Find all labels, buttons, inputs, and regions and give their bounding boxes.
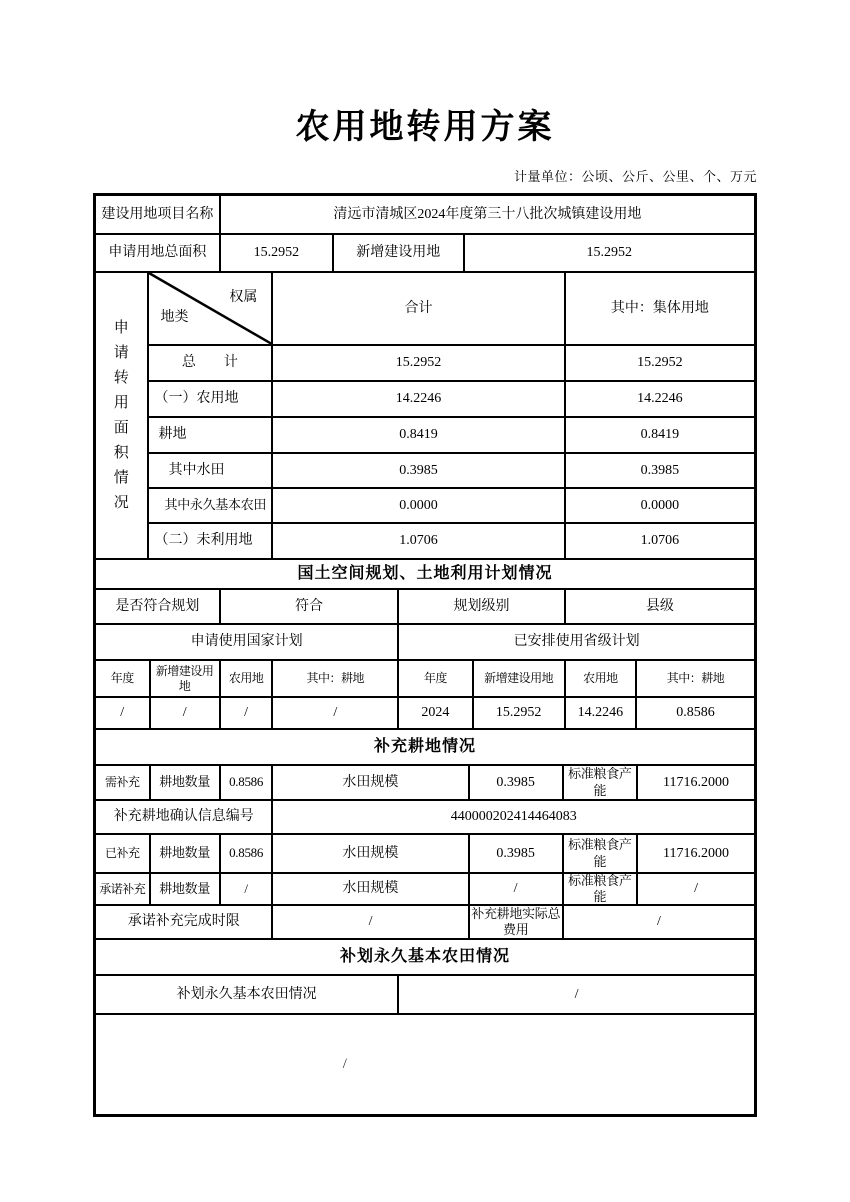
value-year-provincial: 2024 [397,698,471,728]
row-total: 0.3985 [271,454,563,487]
row-name: 耕地 [158,427,187,443]
label-compliance: 是否符合规划 [115,598,200,614]
table-row-permanent-farmland [149,487,755,522]
value-deadline: / [271,906,467,938]
transfer-header-row [149,273,755,344]
header-national-plan: 申请使用国家计划 [190,634,303,650]
row-collective: 0.0000 [564,489,754,522]
label-new-construction: 新增建设用地 [332,235,463,271]
supplement-deadline-row [96,904,754,938]
plan-column-header-row [96,659,754,696]
permanent-status-row [96,974,754,1013]
table-row-paddy [149,452,755,487]
row-total: 14.2246 [271,382,563,416]
permanent-section-title-row [96,938,754,974]
transfer-side-label: 申请转用面积情况 [113,319,129,511]
col-year-provincial: 年度 [397,661,471,696]
row-name: （一）农用地 [154,391,239,407]
value-total-area: 15.2952 [219,235,332,271]
col-new-construction-national: 新增建设用地 [149,661,219,696]
label-project-name: 建设用地项目名称 [101,206,214,222]
value-actual-fee: / [562,906,754,938]
value-project-name: 清远市清城区2024年度第三十八批次城镇建设用地 [219,196,754,233]
table-row-grand-total [149,344,755,380]
value-compliance: 符合 [219,590,397,623]
value-plan-level: 县级 [564,590,754,623]
label-done-paddy: 水田规模 [271,835,467,872]
col-year-national: 年度 [110,671,134,685]
plan-values-row [96,696,754,728]
col-header-total: 合计 [271,273,563,344]
remark-row [96,1013,754,1114]
header-provincial-plan: 已安排使用省级计划 [397,625,754,659]
col-header-collective: 其中：集体用地 [564,273,754,344]
value-new-construction: 15.2952 [463,235,754,271]
value-promise-paddy: / [468,874,562,904]
label-done: 已补充 [104,846,140,860]
table-row-unused [149,522,755,558]
plan-section-title-row [96,558,754,588]
permanent-section-title: 补划永久基本农田情况 [339,948,510,965]
row-collective: 0.8419 [564,418,754,452]
total-area-row [96,233,754,271]
value-year-national: / [120,705,125,721]
value-confirm-number: 440000202414464083 [271,801,754,833]
row-total: 0.0000 [271,489,563,522]
supplement-section-title-row [96,728,754,764]
value-cultivated-provincial: 0.8586 [635,698,754,728]
value-need-paddy: 0.3985 [468,766,562,799]
supplement-section-title: 补充耕地情况 [373,738,476,755]
label-done-grain: 标准粮食产能 [562,835,636,872]
row-total: 1.0706 [271,524,563,558]
label-done-qty: 耕地数量 [149,835,219,872]
table-row-agricultural [149,380,755,416]
table-row-cultivated [149,416,755,452]
value-agricultural-national: / [219,698,272,728]
label-actual-fee: 补充耕地实际总费用 [468,906,562,938]
diag-label-landtype: 地类 [160,310,189,325]
value-need-qty: 0.8586 [219,766,272,799]
value-done-grain: 11716.2000 [636,835,754,872]
transfer-section [96,271,754,558]
supplement-done-row [96,833,754,872]
label-need-qty: 耕地数量 [149,766,219,799]
form-table [93,193,757,1117]
document-sheet [93,0,757,1117]
diagonal-header-cell [149,273,272,344]
diag-label-ownership: 权属 [229,290,258,305]
col-agricultural-provincial: 农用地 [564,661,635,696]
label-need-paddy: 水田规模 [271,766,467,799]
label-plan-level: 规划级别 [397,590,563,623]
label-need-grain: 标准粮食产能 [562,766,636,799]
row-collective: 14.2246 [564,382,754,416]
value-promise-grain: / [636,874,754,904]
value-new-construction-national: / [149,698,219,728]
label-promise: 承诺补充 [99,881,146,896]
supplement-confirm-row [96,799,754,833]
row-collective: 15.2952 [564,346,754,380]
value-need-grain: 11716.2000 [636,766,754,799]
label-promise-grain: 标准粮食产能 [562,874,636,904]
row-name: 总 计 [181,355,238,371]
label-deadline: 承诺补充完成时限 [127,914,240,930]
label-promise-qty: 耕地数量 [149,874,219,904]
label-need: 需补充 [104,775,140,789]
col-cultivated-provincial: 其中：耕地 [635,661,754,696]
transfer-side-cell [96,273,149,558]
value-cultivated-national: / [271,698,397,728]
col-cultivated-national: 其中：耕地 [271,661,397,696]
row-total: 0.8419 [271,418,563,452]
supplement-need-row [96,764,754,799]
remark-value: / [342,1056,347,1073]
row-collective: 0.3985 [564,454,754,487]
project-name-row [96,196,754,233]
label-total-area: 申请用地总面积 [108,245,207,261]
value-agricultural-provincial: 14.2246 [564,698,635,728]
col-new-construction-provincial: 新增建设用地 [472,661,564,696]
value-done-paddy: 0.3985 [468,835,562,872]
value-promise-qty: / [219,874,272,904]
row-name: 其中永久基本农田 [164,497,267,513]
document-title: 农用地转用方案 [295,108,555,146]
row-total: 15.2952 [271,346,563,380]
row-name: （二）未利用地 [154,533,253,549]
value-new-construction-provincial: 15.2952 [472,698,564,728]
plan-section-title: 国土空间规划、土地利用计划情况 [297,565,553,582]
unit-note: 计量单位：公顷、公斤、公里、个、万元 [513,169,757,184]
value-permanent-status: / [397,976,754,1013]
transfer-rows [149,273,755,558]
col-agricultural-national: 农用地 [219,661,272,696]
plan-group-header-row [96,623,754,659]
value-done-qty: 0.8586 [219,835,272,872]
row-name: 其中水田 [168,462,225,478]
row-collective: 1.0706 [564,524,754,558]
label-promise-paddy: 水田规模 [271,874,467,904]
supplement-promise-row [96,872,754,904]
label-confirm-number: 补充耕地确认信息编号 [113,809,254,825]
label-permanent-status: 补划永久基本农田情况 [176,986,317,1002]
plan-compliance-row [96,588,754,623]
